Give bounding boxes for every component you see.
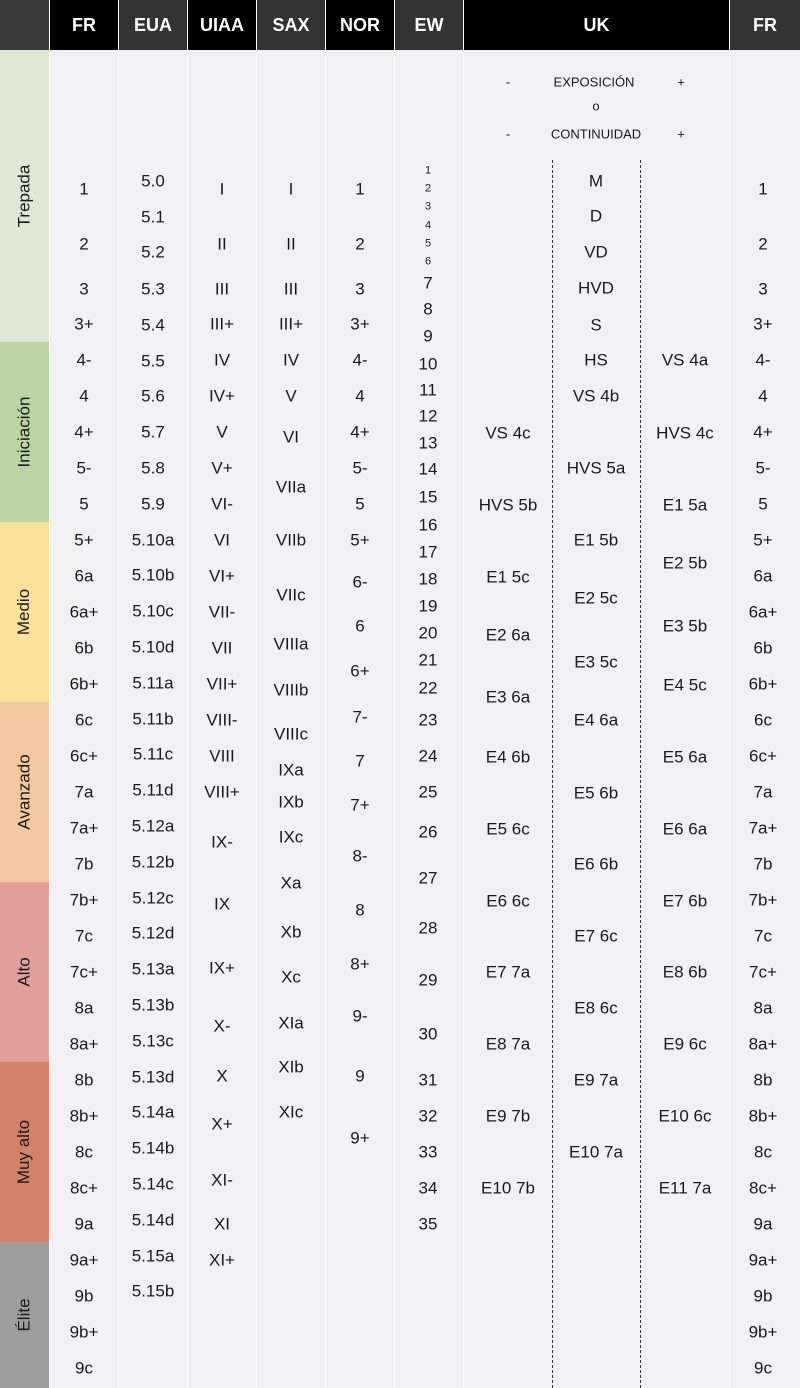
uiaa-grade: IV+	[209, 386, 235, 406]
eua-grade: 5.2	[141, 242, 165, 262]
ew-grade: 27	[418, 868, 438, 888]
category-label: Iniciación	[14, 396, 34, 468]
ew-grade: 28	[418, 918, 438, 938]
nor-grade: 4+	[350, 422, 370, 442]
fr-right-grade: 8b+	[748, 1106, 778, 1126]
uk-right-grade: E4 5c	[663, 675, 707, 695]
uk-mid-grade: E10 7a	[569, 1142, 623, 1162]
fr-right-grade: 6a+	[748, 602, 778, 622]
uk-note-or: o	[592, 98, 600, 114]
uk-note-continuity: CONTINUIDAD	[550, 126, 642, 142]
eua-grade: 5.13b	[131, 995, 175, 1015]
uk-right-grade: E3 5b	[662, 616, 708, 636]
eua-grade: 5.4	[141, 315, 165, 335]
eua-grade: 5.5	[141, 351, 165, 371]
nor-grade: 9	[355, 1066, 365, 1086]
fr-left-grade: 3	[79, 279, 89, 299]
uk-right-grade: HVS 4c	[656, 423, 714, 443]
header-sax: SAX	[257, 0, 325, 50]
ew-grade-small: 1	[424, 164, 432, 177]
fr-right-grade: 6b+	[748, 674, 778, 694]
uiaa-grade: VII-	[208, 602, 236, 622]
sax-grade: XIa	[278, 1013, 304, 1033]
uk-left-grade: HVS 5b	[478, 495, 538, 515]
ew-grade: 34	[418, 1178, 438, 1198]
category-label-wrap	[0, 1062, 49, 1242]
eua-grade: 5.12d	[131, 923, 175, 943]
eua-grade: 5.14b	[131, 1138, 175, 1158]
uk-note-exposure: EXPOSICIÓN	[553, 74, 635, 90]
fr-left-grade: 8a	[74, 998, 94, 1018]
eua-grade: 5.13a	[131, 959, 175, 979]
ew-grade-small: 5	[424, 237, 432, 250]
uk-right-grade: E10 6c	[658, 1106, 712, 1126]
uiaa-grade: XI+	[209, 1250, 235, 1270]
fr-right-grade: 8a	[753, 998, 773, 1018]
eua-grade: 5.10d	[131, 637, 175, 657]
uk-right-grade: E2 5b	[662, 553, 708, 573]
sax-grade: IXa	[278, 760, 304, 780]
ew-grade: 19	[418, 596, 438, 616]
uk-mid-grade: E3 5c	[574, 652, 618, 672]
sax-grade: IXc	[278, 827, 304, 847]
uk-right-grade: E7 6b	[662, 891, 708, 911]
fr-left-grade: 4	[79, 386, 89, 406]
uk-note-plus: +	[677, 126, 685, 142]
fr-right-grade: 5+	[753, 530, 773, 550]
uiaa-grade: V	[216, 422, 228, 442]
uk-left-grade: E3 6a	[485, 687, 531, 707]
uiaa-grade: I	[219, 179, 225, 199]
fr-right-grade: 6c	[754, 710, 772, 730]
fr-right-grade: 9a+	[748, 1250, 778, 1270]
sax-grade: Xc	[281, 967, 301, 987]
category-label: Avanzado	[14, 754, 34, 830]
fr-right-grade: 6a	[753, 566, 773, 586]
uk-note-plus: +	[677, 74, 685, 90]
fr-left-grade: 9c	[75, 1358, 93, 1378]
fr-right-grade: 8a+	[748, 1034, 778, 1054]
uiaa-grade: IX	[213, 894, 231, 914]
eua-grade: 5.14c	[132, 1174, 174, 1194]
ew-grade: 30	[418, 1024, 438, 1044]
eua-grade: 5.14a	[131, 1102, 175, 1122]
header-fr-left: FR	[50, 0, 118, 50]
ew-grade: 20	[418, 623, 438, 643]
uiaa-grade: XI-	[211, 1170, 233, 1190]
fr-right-grade: 6c+	[749, 746, 777, 766]
category-label-wrap	[0, 522, 49, 702]
fr-left-grade: 6b+	[69, 674, 99, 694]
eua-grade: 5.10c	[132, 601, 174, 621]
uiaa-grade: X-	[213, 1016, 231, 1036]
eua-grade: 5.9	[141, 494, 165, 514]
eua-grade: 5.10b	[131, 565, 175, 585]
uk-left-grade: E7 7a	[485, 962, 531, 982]
uiaa-grade: IX+	[209, 958, 235, 978]
uk-right-grade: E6 6a	[662, 819, 708, 839]
nor-grade: 4	[355, 386, 365, 406]
header-nor: NOR	[326, 0, 394, 50]
ew-grade: 16	[418, 515, 438, 535]
uiaa-grade: XI	[213, 1214, 231, 1234]
nor-grade: 9+	[350, 1128, 370, 1148]
fr-right-grade: 3+	[753, 314, 773, 334]
fr-right-grade: 9b+	[748, 1322, 778, 1342]
sax-grade: VIIa	[275, 477, 307, 497]
uiaa-grade: III+	[209, 314, 235, 334]
uiaa-grade: X	[216, 1066, 228, 1086]
uiaa-grade: III	[214, 279, 230, 299]
uk-right-grade: E11 7a	[658, 1178, 712, 1198]
uk-mid-grade: E2 5c	[574, 588, 618, 608]
eua-grade: 5.13c	[132, 1031, 174, 1051]
uk-left-grade: E8 7a	[485, 1034, 531, 1054]
ew-grade: 26	[418, 822, 438, 842]
eua-grade: 5.12b	[131, 852, 175, 872]
eua-grade: 5.11b	[132, 709, 174, 729]
nor-grade: 8	[355, 900, 365, 920]
uiaa-grade: II	[217, 234, 227, 254]
fr-right-grade: 6b	[753, 638, 773, 658]
sax-grade: VI	[282, 427, 300, 447]
uiaa-grade: VIII-	[206, 710, 238, 730]
fr-right-grade: 7a	[753, 782, 773, 802]
ew-grade: 21	[418, 650, 438, 670]
header-corner	[0, 0, 49, 50]
ew-grade: 15	[418, 487, 438, 507]
fr-right-grade: 7b+	[748, 890, 778, 910]
sax-grade: VIIIc	[273, 724, 309, 744]
uk-left-grade: E2 6a	[485, 625, 531, 645]
uk-mid-grade: HVS 5a	[566, 458, 626, 478]
eua-grade: 5.11c	[132, 744, 174, 764]
sax-grade: XIb	[278, 1057, 304, 1077]
uiaa-grade: VII	[211, 638, 233, 658]
eua-grade: 5.15a	[131, 1246, 175, 1266]
sax-grade: VIIIb	[273, 680, 309, 700]
fr-left-grade: 7b+	[69, 890, 99, 910]
sax-grade: XIc	[278, 1102, 304, 1122]
nor-grade: 5-	[352, 458, 368, 478]
nor-grade: 7+	[350, 795, 370, 815]
category-label-wrap	[0, 882, 49, 1062]
category-label-wrap	[0, 1242, 49, 1388]
category-label: Élite	[14, 1298, 34, 1332]
fr-right-grade: 9b	[753, 1286, 773, 1306]
uk-mid-grade: E8 6c	[574, 998, 618, 1018]
uk-mid-grade: HVD	[578, 278, 614, 298]
nor-grade: 6+	[350, 661, 370, 681]
uk-left-grade: E9 7b	[485, 1106, 531, 1126]
fr-right-grade: 7a+	[748, 818, 778, 838]
fr-left-grade: 7c	[75, 926, 93, 946]
uk-mid-grade: E4 6a	[573, 710, 619, 730]
uk-mid-grade: VS 4b	[572, 386, 620, 406]
ew-grade-small: 2	[424, 182, 432, 195]
ew-grade: 10	[418, 354, 438, 374]
fr-right-grade: 5-	[755, 458, 771, 478]
nor-grade: 2	[355, 234, 365, 254]
fr-left-grade: 2	[79, 234, 89, 254]
eua-grade: 5.7	[141, 422, 165, 442]
sax-grade: Xb	[280, 922, 302, 942]
category-label-wrap	[0, 50, 49, 342]
uk-mid-grade: S	[590, 315, 602, 335]
fr-right-grade: 9c	[754, 1358, 772, 1378]
eua-grade: 5.1	[141, 207, 165, 226]
fr-left-grade: 8c+	[70, 1178, 98, 1198]
fr-left-grade: 6b	[74, 638, 94, 658]
ew-grade: 18	[418, 569, 438, 589]
fr-left-grade: 4+	[74, 422, 94, 442]
sax-grade: VIIc	[276, 585, 306, 605]
nor-grade: 3+	[350, 314, 370, 334]
eua-grade: 5.13d	[131, 1067, 175, 1087]
nor-grade: 1	[355, 179, 365, 199]
fr-left-grade: 8a+	[69, 1034, 99, 1054]
uk-mid-grade: E6 6b	[573, 854, 619, 874]
ew-grade: 7	[423, 273, 433, 293]
nor-grade: 9-	[352, 1006, 368, 1026]
ew-grade: 17	[418, 542, 438, 562]
fr-left-grade: 6c+	[70, 746, 98, 766]
uk-note-minus: -	[505, 126, 511, 142]
uiaa-grade: VII+	[206, 674, 238, 694]
ew-grade-small: 4	[424, 219, 432, 232]
fr-left-grade: 5+	[74, 530, 94, 550]
ew-grade: 12	[418, 406, 438, 426]
uk-subcolumn-divider	[640, 160, 641, 1388]
uk-mid-grade: D	[589, 206, 603, 226]
ew-grade: 9	[423, 326, 433, 346]
nor-grade: 7	[355, 751, 365, 771]
eua-grade: 5.11a	[132, 673, 174, 693]
category-label: Trepada	[14, 164, 34, 228]
uk-subcolumn-divider	[552, 160, 553, 1388]
category-label-wrap	[0, 342, 49, 522]
fr-left-grade: 7c+	[70, 962, 98, 982]
eua-grade: 5.8	[141, 458, 165, 478]
eua-grade: 5.3	[141, 279, 165, 299]
eua-grade: 5.12a	[131, 816, 175, 836]
fr-left-grade: 9b+	[69, 1322, 99, 1342]
ew-grade: 23	[418, 710, 438, 730]
fr-right-grade: 9a	[753, 1214, 773, 1234]
nor-grade: 6-	[352, 572, 368, 592]
uk-left-grade: E5 6c	[486, 819, 530, 839]
fr-right-grade: 8c+	[749, 1178, 777, 1198]
nor-grade: 6	[355, 616, 365, 636]
fr-right-grade: 8b	[753, 1070, 773, 1090]
fr-right-grade: 7c+	[749, 962, 777, 982]
header-eua: EUA	[119, 0, 187, 50]
ew-grade: 25	[418, 782, 438, 802]
ew-grade-small: 3	[424, 200, 432, 213]
uiaa-grade: VI+	[209, 566, 235, 586]
nor-grade: 5	[355, 494, 365, 514]
fr-right-grade: 4-	[755, 350, 771, 370]
uk-mid-grade: E9 7a	[573, 1070, 619, 1090]
nor-grade: 5+	[350, 530, 370, 550]
ew-grade-small: 6	[424, 255, 432, 268]
ew-grade: 33	[418, 1142, 438, 1162]
category-label-wrap	[0, 702, 49, 882]
fr-right-grade: 8c	[754, 1142, 772, 1162]
uk-right-grade: E5 6a	[662, 747, 708, 767]
nor-grade: 7-	[352, 707, 368, 727]
sax-grade: II	[286, 234, 296, 254]
fr-left-grade: 8b	[74, 1070, 94, 1090]
category-label: Alto	[14, 957, 34, 987]
fr-left-grade: 6a+	[69, 602, 99, 622]
uk-mid-grade: E5 6b	[573, 783, 619, 803]
fr-right-grade: 4	[758, 386, 768, 406]
header-ew: EW	[395, 0, 463, 50]
uiaa-grade: VIII+	[204, 782, 240, 802]
fr-left-grade: 3+	[74, 314, 94, 334]
uk-mid-grade: M	[588, 171, 604, 191]
ew-grade: 31	[418, 1070, 438, 1090]
nor-grade: 8+	[350, 954, 370, 974]
eua-grade: 5.15b	[131, 1281, 175, 1301]
uk-right-grade: VS 4a	[661, 350, 709, 370]
fr-left-grade: 9b	[74, 1286, 94, 1306]
fr-left-grade: 1	[79, 179, 89, 199]
uk-left-grade: VS 4c	[485, 423, 531, 443]
nor-grade: 4-	[352, 350, 368, 370]
sax-grade: III+	[278, 314, 304, 334]
fr-left-grade: 5-	[76, 458, 92, 478]
fr-right-grade: 1	[758, 179, 768, 199]
sax-grade: III	[283, 279, 299, 299]
nor-grade: 3	[355, 279, 365, 299]
fr-right-grade: 2	[758, 234, 768, 254]
eua-grade: 5.11d	[132, 780, 174, 800]
fr-left-grade: 7a	[74, 782, 94, 802]
uiaa-grade: V+	[211, 458, 233, 478]
uiaa-grade: X+	[211, 1114, 233, 1134]
sax-grade: V	[285, 386, 297, 406]
fr-right-grade: 4+	[753, 422, 773, 442]
uk-left-grade: E10 7b	[481, 1178, 535, 1198]
uiaa-grade: VI	[213, 530, 231, 550]
fr-left-grade: 8b+	[69, 1106, 99, 1126]
uk-right-grade: E9 6c	[663, 1034, 707, 1054]
fr-right-grade: 5	[758, 494, 768, 514]
header-uiaa: UIAA	[188, 0, 256, 50]
ew-grade: 29	[418, 970, 438, 990]
sax-grade: VIIIa	[273, 634, 309, 654]
fr-right-grade: 7b	[753, 854, 773, 874]
uk-left-grade: E1 5c	[486, 567, 530, 587]
sax-grade: IV	[282, 350, 300, 370]
sax-grade: VIIb	[275, 530, 307, 550]
ew-grade: 8	[423, 299, 433, 319]
fr-right-grade: 7c	[754, 926, 772, 946]
header-uk: UK	[464, 0, 729, 50]
ew-grade: 14	[418, 459, 438, 479]
uk-mid-grade: E1 5b	[573, 530, 619, 550]
uk-left-grade: E4 6b	[485, 747, 531, 767]
uk-right-grade: E8 6b	[662, 962, 708, 982]
eua-grade: 5.6	[141, 386, 165, 406]
eua-grade: 5.0	[141, 171, 165, 191]
fr-left-grade: 8c	[75, 1142, 93, 1162]
uk-mid-grade: HS	[584, 350, 608, 370]
fr-left-grade: 5	[79, 494, 89, 514]
uk-mid-grade: VD	[584, 242, 608, 262]
nor-grade: 8-	[352, 846, 368, 866]
uk-right-grade: E1 5a	[662, 495, 708, 515]
uk-mid-grade: E7 6c	[574, 926, 618, 946]
fr-left-grade: 9a+	[69, 1250, 99, 1270]
fr-left-grade: 6a	[74, 566, 94, 586]
category-label: Medio	[14, 588, 34, 636]
fr-left-grade: 6c	[75, 710, 93, 730]
uiaa-grade: VIII	[209, 746, 235, 766]
uiaa-grade: IX-	[211, 832, 233, 852]
uk-left-grade: E6 6c	[486, 891, 530, 911]
fr-left-grade: 9a	[74, 1214, 94, 1234]
ew-grade: 35	[418, 1214, 438, 1234]
sax-grade: I	[288, 179, 294, 199]
fr-left-grade: 7a+	[69, 818, 99, 838]
category-label: Muy alto	[14, 1119, 34, 1185]
fr-right-grade: 3	[758, 279, 768, 299]
ew-grade: 11	[419, 380, 437, 400]
eua-grade: 5.12c	[132, 888, 174, 908]
ew-grade: 32	[418, 1106, 438, 1126]
fr-left-grade: 4-	[76, 350, 92, 370]
fr-left-grade: 7b	[74, 854, 94, 874]
sax-grade: Xa	[280, 873, 302, 893]
ew-grade: 13	[418, 433, 438, 453]
eua-grade: 5.10a	[131, 530, 175, 550]
uk-note-minus: -	[505, 74, 511, 90]
uiaa-grade: VI-	[211, 494, 233, 514]
ew-grade: 24	[418, 746, 438, 766]
eua-grade: 5.14d	[131, 1210, 175, 1230]
uiaa-grade: IV	[213, 350, 231, 370]
sax-grade: IXb	[278, 792, 304, 812]
ew-grade: 22	[418, 678, 438, 698]
header-fr-right: FR	[730, 0, 800, 50]
